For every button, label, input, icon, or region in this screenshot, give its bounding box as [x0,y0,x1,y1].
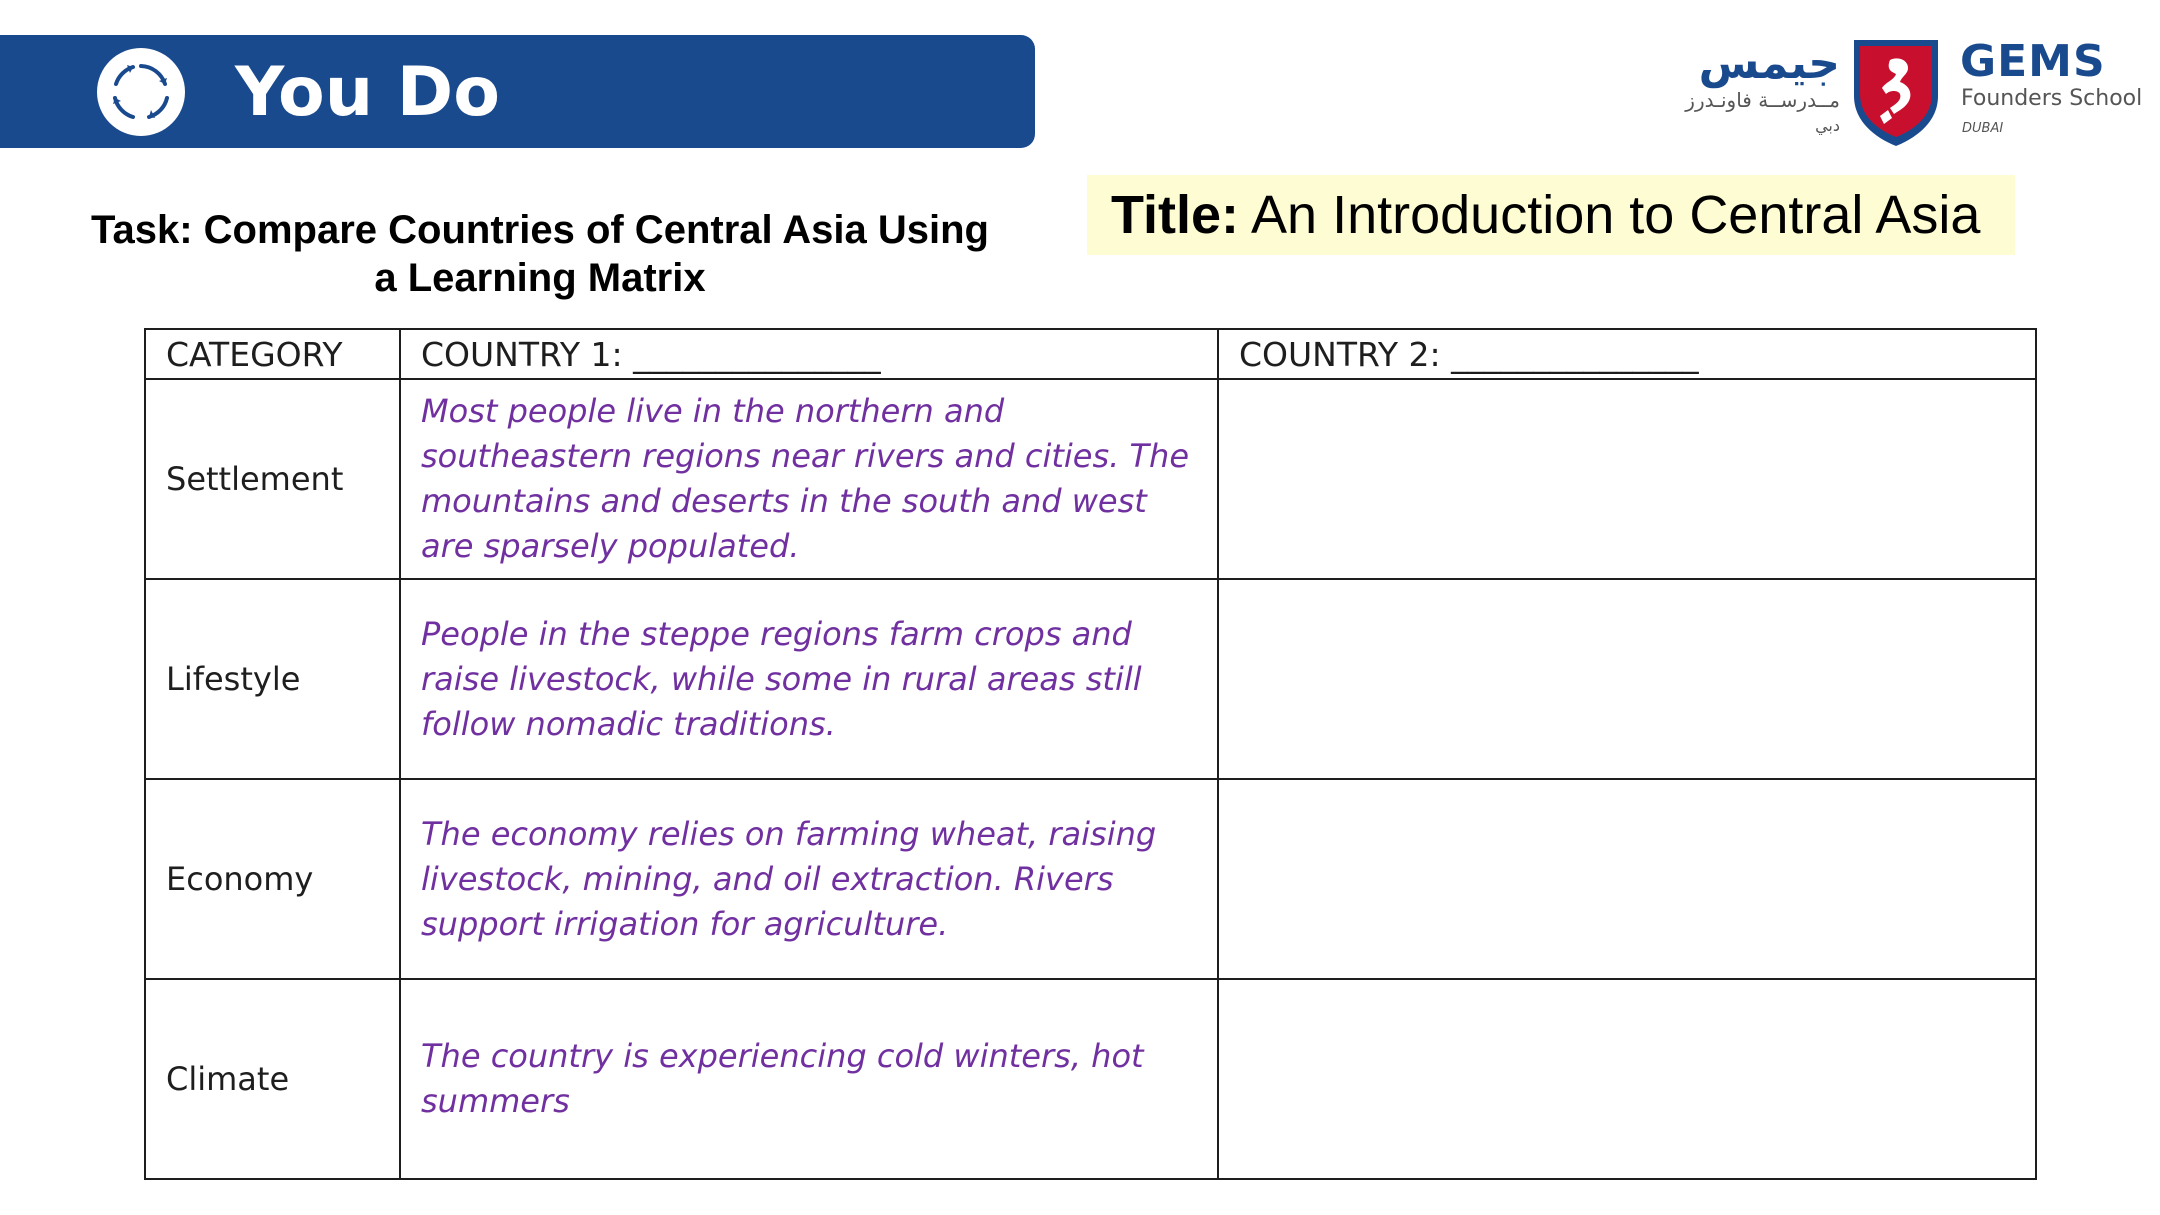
cycle-arrows-icon [97,48,185,136]
logo-city: DUBAI [1962,121,2004,136]
table-header-row [145,329,2036,379]
task-line-2: a Learning Matrix [374,256,706,300]
table-row [145,979,2036,1179]
school-logo [1660,30,2143,160]
task-heading [70,206,1010,302]
logo-arabic-city: دبي [1815,116,1840,135]
header-country-2: COUNTRY 2: _______________ [1218,329,2036,379]
country-2-cell[interactable] [1218,379,2036,579]
page-title: You Do [235,53,500,132]
country-1-cell: The country is experiencing cold winters, hot summers [400,979,1218,1179]
title-label: Title: [1111,185,1240,245]
table-row [145,579,2036,779]
header-banner [0,35,1035,148]
country-1-cell: People in the steppe regions farm crops and raise livestock, while some in rural areas still follow nomadic traditions. [400,579,1218,779]
country-2-cell[interactable] [1218,779,2036,979]
country-1-cell: Most people live in the northern and southeastern regions near rivers and cities. The mountains and deserts in the south and west are sparsely populated. [400,379,1218,579]
logo-arabic-brand: جيمس [1698,38,1840,89]
header-category: CATEGORY [145,329,400,379]
country-2-cell[interactable] [1218,579,2036,779]
row-category: Economy [145,779,400,979]
country-1-cell: The economy relies on farming wheat, raising livestock, mining, and oil extraction. Rivers support irrigation for agriculture. [400,779,1218,979]
table-row [145,379,2036,579]
learning-matrix-table [144,328,2037,1180]
title-box [1087,175,2015,255]
country-2-cell[interactable] [1218,979,2036,1179]
logo-arabic-school: مــدرســة فاونـدرز [1685,88,1840,112]
task-line-1: Task: Compare Countries of Central Asia Using [91,208,989,252]
logo-school-name: Founders School [1961,86,2143,111]
title-text: An Introduction to Central Asia [1239,185,1981,245]
row-category: Lifestyle [145,579,400,779]
row-category: Climate [145,979,400,1179]
table-row [145,779,2036,979]
header-country-1: COUNTRY 1: _______________ [400,329,1218,379]
logo-brand: GEMS [1960,36,2106,87]
row-category: Settlement [145,379,400,579]
shield-icon [1850,36,1942,148]
